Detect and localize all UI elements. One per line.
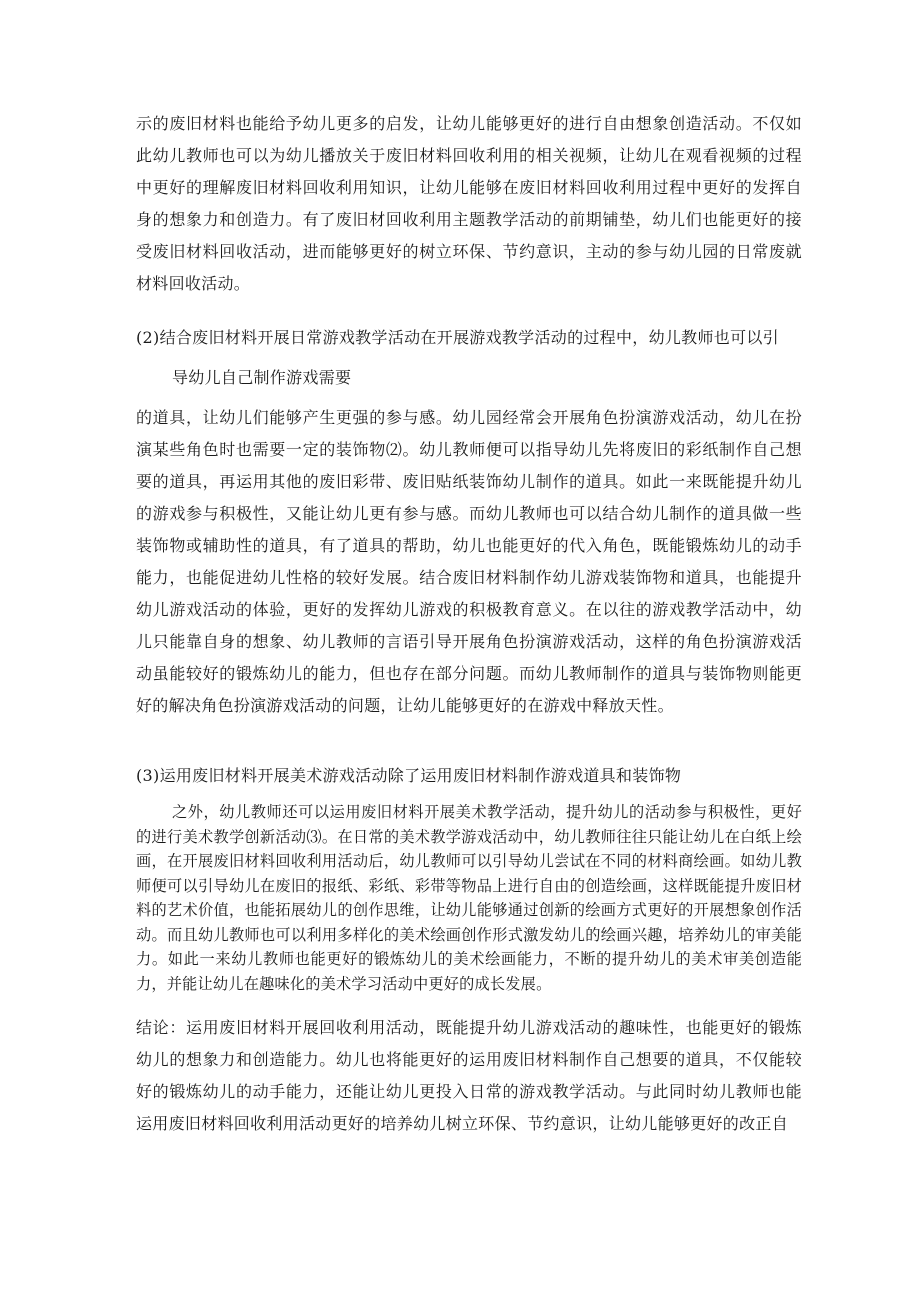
section-heading-2-continuation: 导幼儿自己制作游戏需要 (172, 368, 352, 387)
paragraph-conclusion: 结论：运用废旧材料开展回收利用活动，既能提升幼儿游戏活动的趣味性，也能更好的锻炼幼儿的想象力和创造能力。幼儿也将能更好的运用废旧材料制作自己想要的道具，不仅能较好的锻炼幼儿的动手能力，还能让幼儿更投入日常的游戏教学活动。与此同时幼儿教师也能运用废旧材料回收利用活动更好的培养幼儿树立环保、节约意识，让幼儿能够更好的改正自 (136, 1018, 802, 1133)
paragraph-art-activities: 之外，幼儿教师还可以运用废旧材料开展美术教学活动，提升幼儿的活动参与积极性，更好的进行美术教学创新活动⑶。在日常的美术教学游戏活动中，幼儿教师往往只能让幼儿在白纸上绘画，在开展废旧材料回收利用活动后，幼儿教师可以引导幼儿尝试在不同的材料商绘画。如幼儿教师便可以引导幼儿在废旧的报纸、彩纸、彩带等物品上进行自由的创造绘画，这样既能提升废旧材料的艺术价值，也能拓展幼儿的创作思维，让幼儿能够通过创新的绘画方式更好的开展想象创作活动。而且幼儿教师也可以利用多样化的美术绘画创作形式激发幼儿的绘画兴趣，培养幼儿的审美能力。如此一来幼儿教师也能更好的锻炼幼儿的美术绘画能力，不断的提升幼儿的美术审美创造能力，并能让幼儿在趣味化的美术学习活动中更好的成长发展。 (136, 803, 802, 993)
paragraph-intro: 示的废旧材料也能给予幼儿更多的启发，让幼儿能够更好的进行自由想象创造活动。不仅如此幼儿教师也可以为幼儿播放关于废旧材料回收利用的相关视频，让幼儿在观看视频的过程中更好的理解废旧材料回收利用知识，让幼儿能够在废旧材料回收利用过程中更好的发挥自身的想象力和创造力。有了废旧材回收利用主题教学活动的前期铺垫，幼儿们也能更好的接受废旧材料回收活动，进而能够更好的树立环保、节约意识，主动的参与幼儿园的日常废就材料回收活动。 (136, 114, 802, 293)
section-heading-2: (2)结合废旧材料开展日常游戏教学活动在开展游戏教学活动的过程中，幼儿教师也可以引 (136, 328, 779, 347)
section-heading-3: (3)运用废旧材料开展美术游戏活动除了运用废旧材料制作游戏道具和装饰物 (136, 766, 682, 785)
paragraph-game-props: 的道具，让幼儿们能够产生更强的参与感。幼儿园经常会开展角色扮演游戏活动，幼儿在扮演某些角色时也需要一定的装饰物⑵。幼儿教师便可以指导幼儿先将废旧的彩纸制作自己想要的道具，再运用其他的废旧彩带、废旧贴纸装饰幼儿制作的道具。如此一来既能提升幼儿的游戏参与积极性，又能让幼儿更有参与感。而幼儿教师也可以结合幼儿制作的道具做一些装饰物或辅助性的道具，有了道具的帮助，幼儿也能更好的代入角色，既能锻炼幼儿的动手能力，也能促进幼儿性格的较好发展。结合废旧材料制作幼儿游戏装饰物和道具，也能提升幼儿游戏活动的体验，更好的发挥幼儿游戏的积极教育意义。在以往的游戏教学活动中，幼儿只能靠自身的想象、幼儿教师的言语引导开展角色扮演游戏活动，这样的角色扮演游戏活动虽能较好的锻炼幼儿的能力，但也存在部分问题。而幼儿教师制作的道具与装饰物则能更好的解决角色扮演游戏活动的问题，让幼儿能够更好的在游戏中释放天性。 (136, 408, 802, 715)
